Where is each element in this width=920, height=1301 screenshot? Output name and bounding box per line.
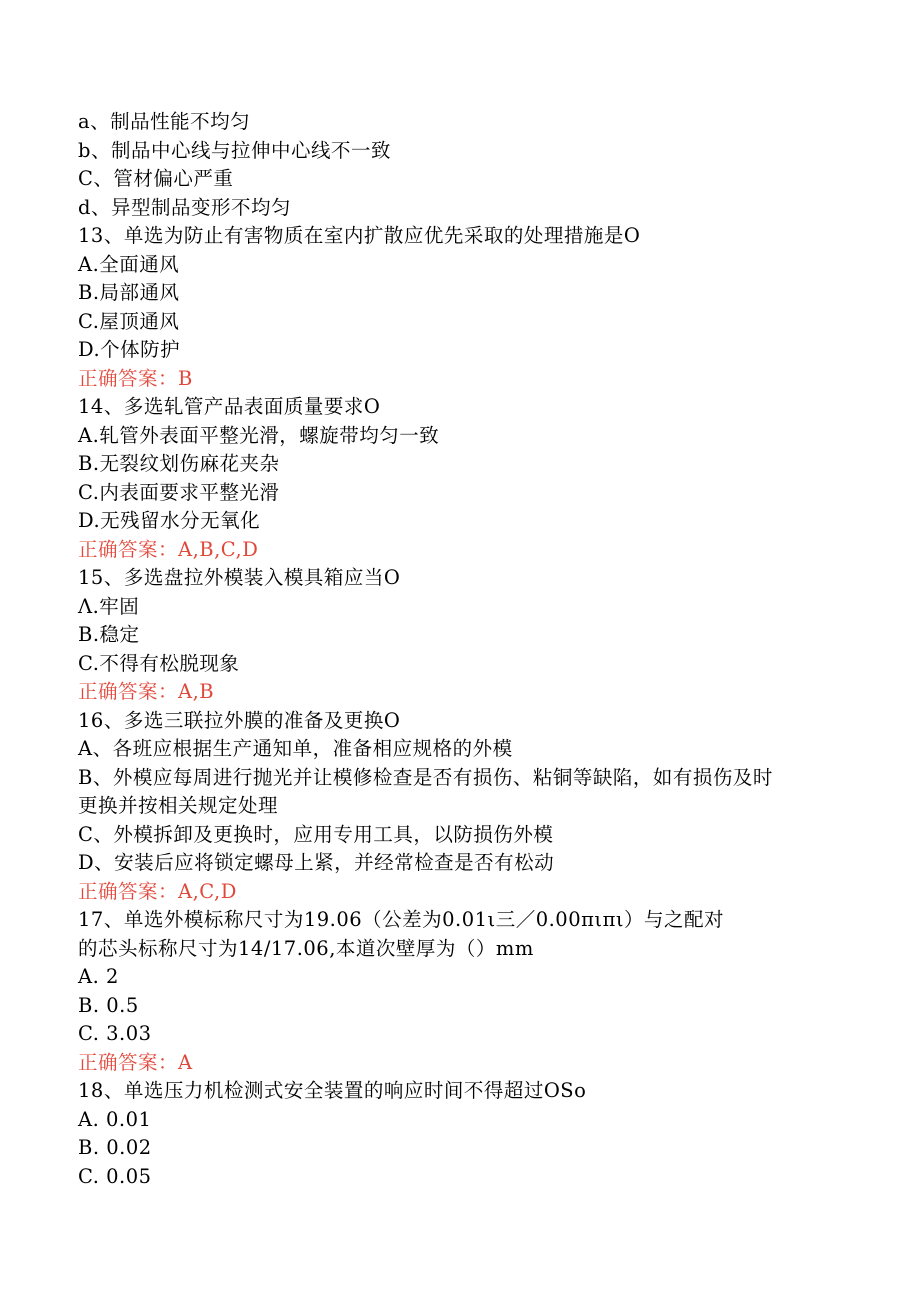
option-line: A.轧管外表面平整光滑，螺旋带均匀一致 <box>78 423 440 447</box>
question-18: 18、单选压力机检测式安全装置的响应时间不得超过OSo <box>78 1079 587 1102</box>
answer-14: 正确答案：A,B,C,D <box>78 537 259 561</box>
question-17-continued: 的芯头标称尺寸为14/17.06,本道次壁厚为（）mm <box>78 936 534 960</box>
question-17: 17、单选外模标称尺寸为19.06（公差为0.01ι三／0.00πιπι）与之配对 <box>78 908 725 931</box>
option-line: C.屋顶通风 <box>78 309 180 333</box>
option-line: B.无裂纹划伤麻花夹杂 <box>78 452 280 475</box>
option-line: B.稳定 <box>78 623 140 646</box>
option-line: C.不得有松脱现象 <box>78 651 240 675</box>
option-line: A. 0.01 <box>78 1107 152 1131</box>
option-line: B、外模应每周进行抛光并让模修检查是否有损伤、粘铜等缺陷，如有损伤及时 <box>78 765 773 789</box>
answer-17: 正确答案：A <box>78 1050 193 1074</box>
answer-16: 正确答案：A,C,D <box>78 879 237 903</box>
option-line: C、外模拆卸及更换时，应用专用工具，以防损伤外模 <box>78 822 554 846</box>
option-line: d、异型制品变形不均匀 <box>78 195 291 219</box>
document-body <box>78 108 878 1191</box>
option-line: b、制品中心线与拉伸中心线不一致 <box>78 138 391 162</box>
option-line: C、管材偏心严重 <box>78 167 234 190</box>
option-line: C.内表面要求平整光滑 <box>78 480 280 504</box>
option-line: D.个体防护 <box>78 338 181 361</box>
question-14: 14、多选轧管产品表面质量要求O <box>78 395 381 418</box>
option-line: C. 3.03 <box>78 1022 152 1045</box>
option-line: a、制品性能不均匀 <box>78 110 251 133</box>
option-line: B. 0.02 <box>78 1136 152 1159</box>
question-13: 13、单选为防止有害物质在室内扩散应优先采取的处理措施是O <box>78 224 641 247</box>
option-line: A. 2 <box>78 965 119 988</box>
answer-15: 正确答案：A,B <box>78 680 215 703</box>
option-line-continued: 更换并按相关规定处理 <box>78 794 279 817</box>
option-line: C. 0.05 <box>78 1164 152 1188</box>
question-16: 16、多选三联拉外膜的准备及更换O <box>78 708 401 732</box>
option-line: D、安装后应将锁定螺母上紧，并经常检查是否有松动 <box>78 851 555 874</box>
option-line: A.全面通风 <box>78 252 180 276</box>
question-15: 15、多选盘拉外模装入模具箱应当O <box>78 566 401 589</box>
option-line: B. 0.5 <box>78 993 139 1017</box>
option-line: Λ.牢固 <box>78 594 140 618</box>
answer-13: 正确答案：B <box>78 366 193 390</box>
option-line: D.无残留水分无氧化 <box>78 509 261 532</box>
option-line: B.局部通风 <box>78 281 180 304</box>
option-line: A、各班应根据生产通知单，准备相应规格的外模 <box>78 737 513 760</box>
